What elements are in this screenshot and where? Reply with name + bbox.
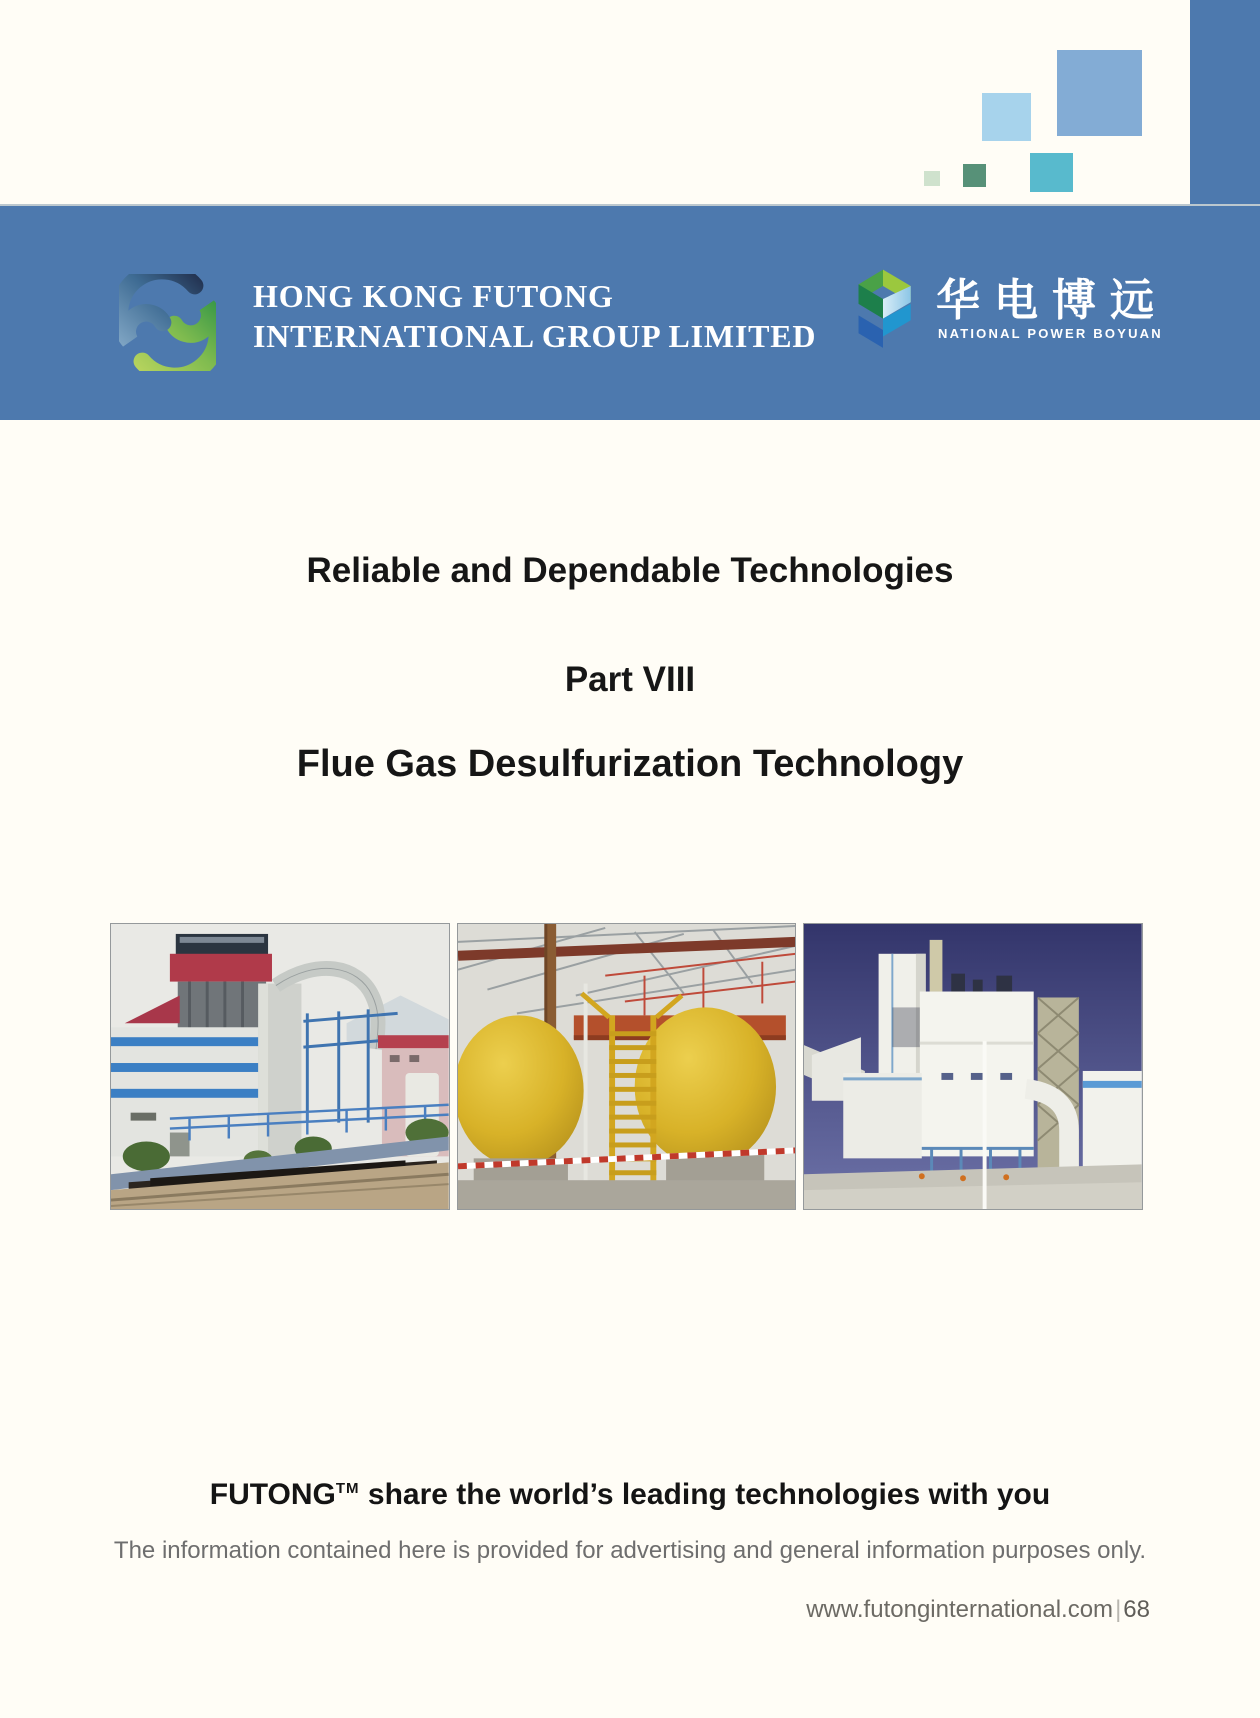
slogan-text: share the world’s leading technologies with you	[359, 1478, 1051, 1511]
page-title: Reliable and Dependable Technologies	[306, 551, 954, 590]
national-power-boyuan-logo-icon	[852, 268, 914, 352]
decor-square-large	[1057, 50, 1142, 136]
photo-sphere-tanks	[457, 923, 797, 1210]
header-band	[0, 204, 1260, 420]
photo-power-plant	[110, 923, 450, 1210]
decor-square-teal	[1030, 153, 1073, 192]
decor-right-bar	[1190, 0, 1260, 206]
part-title: Flue Gas Desulfurization Technology	[296, 743, 964, 785]
company-name-line1: HONG KONG FUTONG	[253, 278, 614, 314]
decor-square-pale-green	[924, 171, 940, 186]
photo-strip	[110, 923, 1143, 1210]
part-number: Part VIII	[564, 660, 696, 699]
company-name-line2: INTERNATIONAL GROUP LIMITED	[253, 318, 817, 354]
trademark-mark: TM	[335, 1480, 360, 1497]
photo-fgd-absorber	[803, 923, 1143, 1210]
decor-square-green	[963, 164, 986, 187]
page-number: 68	[1123, 1596, 1150, 1623]
url-page-separator: |	[1115, 1596, 1122, 1623]
disclaimer-text: The information contained here is provided for advertising and general information purposes only.	[113, 1537, 1147, 1564]
brand-name: FUTONG	[209, 1478, 336, 1511]
partner-name-chinese: 华电博远	[936, 275, 1168, 326]
footer-slogan	[0, 1478, 1260, 1512]
company-name	[253, 276, 816, 356]
website-url: www.futonginternational.com	[806, 1596, 1114, 1623]
futong-swirl-logo-icon	[119, 274, 216, 366]
decor-square-medium	[982, 93, 1031, 141]
partner-name-english: NATIONAL POWER BOYUAN	[938, 326, 1163, 341]
footer-url-line	[0, 1596, 1150, 1624]
